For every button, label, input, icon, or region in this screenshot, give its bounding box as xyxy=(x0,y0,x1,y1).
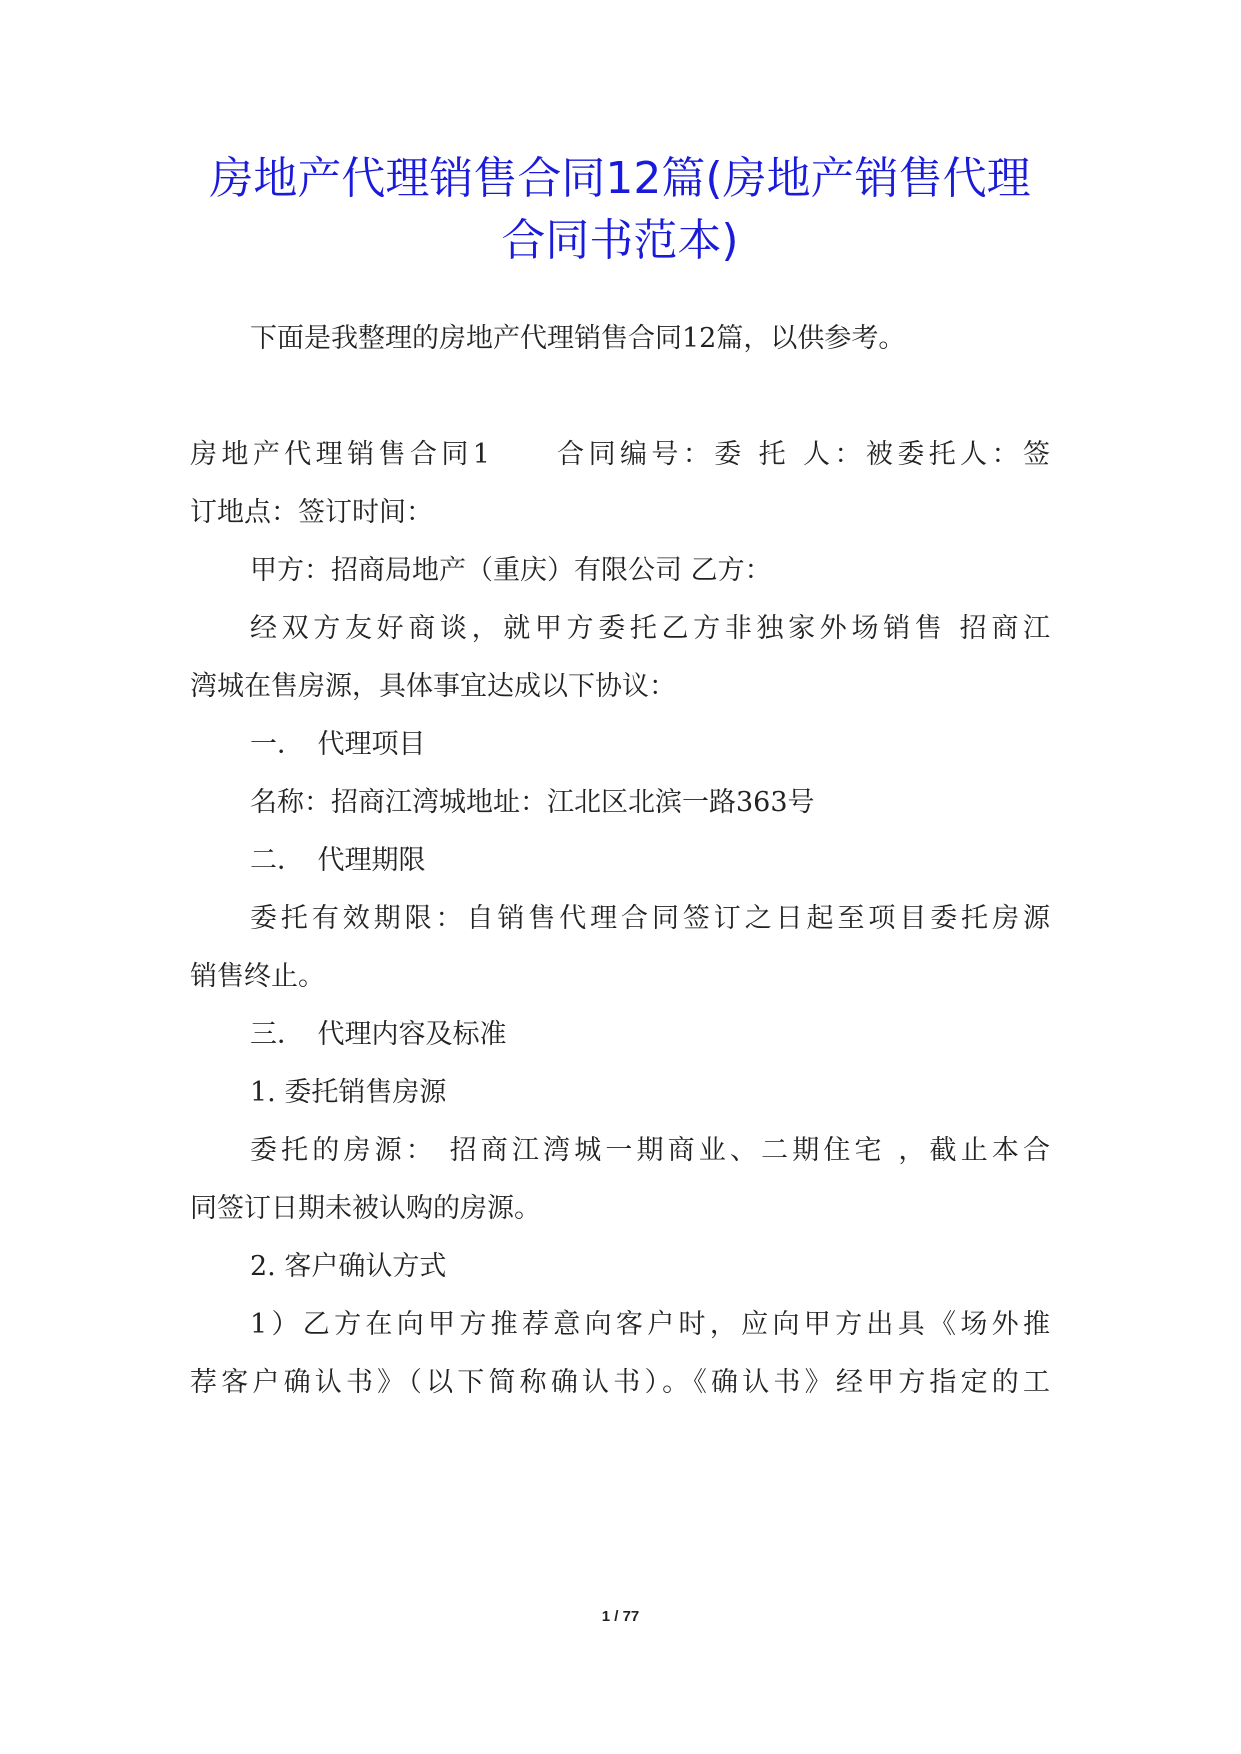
body-line-9: 委托有效期限：自销售代理合同签订之日起至项目委托房源 xyxy=(250,903,1050,934)
body-line-4: 经双方友好商谈，就甲方委托乙方非独家外场销售 招商江 xyxy=(250,613,1050,644)
body-line-2: 订地点：签订时间： xyxy=(190,497,433,528)
subsection-heading-2: 2. 客户确认方式 xyxy=(250,1251,447,1282)
subsection-heading-1: 1. 委托销售房源 xyxy=(250,1077,447,1108)
intro-paragraph: 下面是我整理的房地产代理销售合同12篇，以供参考。 xyxy=(250,323,906,354)
body-line-7: 名称：招商江湾城地址：江北区北滨一路363号 xyxy=(250,787,815,818)
body-line-14: 同签订日期未被认购的房源。 xyxy=(190,1193,541,1224)
section-heading-3: 三． 代理内容及标准 xyxy=(250,1019,507,1050)
body-line-16: 1）乙方在向甲方推荐意向客户时，应向甲方出具《场外推 xyxy=(250,1309,1050,1340)
body-line-17: 荐客户确认书》（以下简称确认书）。《确认书》经甲方指定的工 xyxy=(190,1367,1050,1398)
body-line-3: 甲方：招商局地产（重庆）有限公司 乙方： xyxy=(250,555,772,586)
title-line-2: 合同书范本) xyxy=(501,215,739,266)
body-line-10: 销售终止。 xyxy=(190,961,325,992)
document-title xyxy=(150,148,1090,272)
body-line-5: 湾城在售房源，具体事宜达成以下协议： xyxy=(190,671,676,702)
section-heading-2: 二． 代理期限 xyxy=(250,845,426,876)
page-number: 1 / 77 xyxy=(601,1608,640,1625)
section-heading-1: 一． 代理项目 xyxy=(250,729,426,760)
body-line-13: 委托的房源： 招商江湾城一期商业、二期住宅 ，截止本合 xyxy=(250,1135,1050,1166)
body-line-1: 房地产代理销售合同1 合同编号：委 托 人：被委托人：签 xyxy=(190,439,1050,470)
title-line-1: 房地产代理销售合同12篇(房地产销售代理 xyxy=(209,153,1031,204)
